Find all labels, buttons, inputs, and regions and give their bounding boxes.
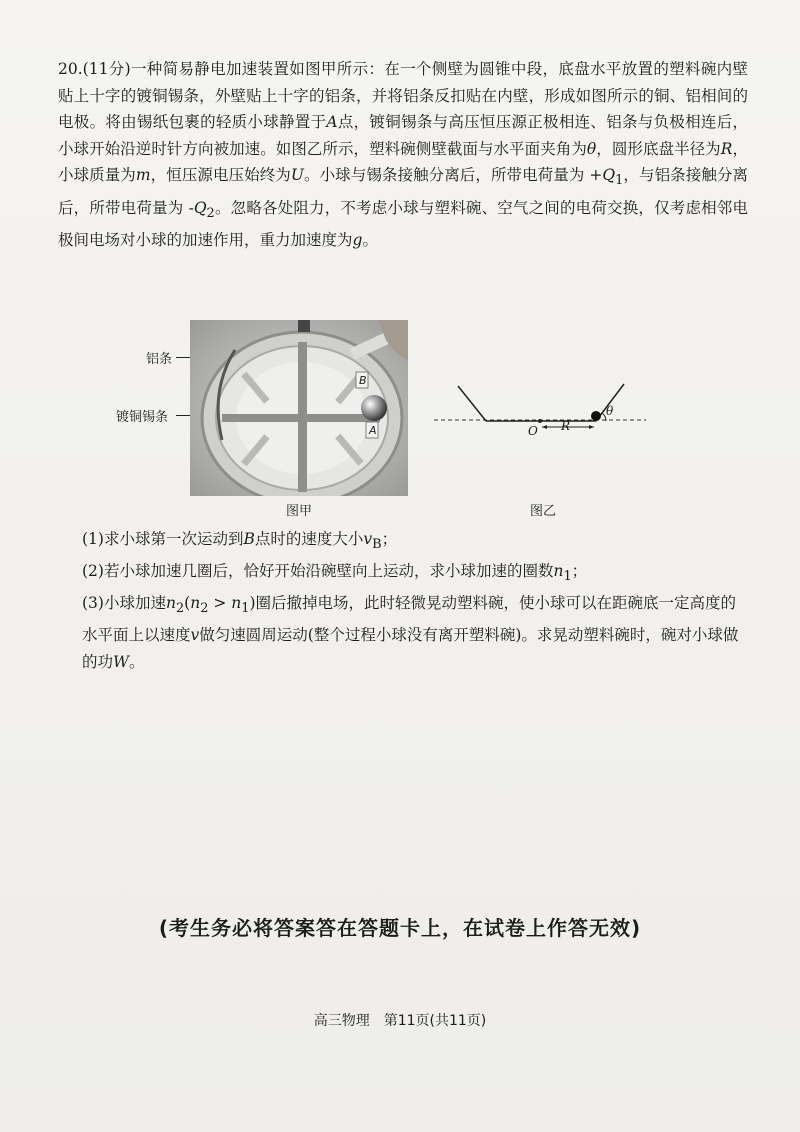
q3-symbol-n1-subscript: 1 <box>241 601 250 617</box>
q2-text-1: (2)若小球加速几圈后，恰好开始沿碗壁向上运动，求小球加速的圈数 <box>82 562 554 581</box>
problem-text-1: 一种简易静电加速装置如图甲所示：在一个侧壁为圆锥中段，底盘水平放置的塑料碗内壁贴上十字的镀铜锡条，外壁贴上十字的铝条，并将铝条反扣贴在内壁，形成如图所示的铜、铝相间的电极。将由锡纸包裹的轻质小球静置于 <box>58 60 748 131</box>
problem-text-8: 。忽略各处阻力，不考虑小球与塑料碗、空气之间的电荷交换，仅考虑相邻电极间电场对小球的加速作用，重力加速度为 <box>58 198 748 250</box>
q3-symbol-n1: n <box>231 594 242 613</box>
q1-point-B: B <box>243 530 255 548</box>
q2-symbol-n: n <box>553 562 564 581</box>
exam-notice: (考生务必将答案答在答题卡上，在试卷上作答无效) <box>158 916 642 940</box>
problem-number: 20. <box>58 60 83 78</box>
point-A: A <box>326 113 338 131</box>
q1-text-3: ； <box>381 530 398 548</box>
radius-arrow-head-right <box>589 425 594 429</box>
question-3 <box>82 590 746 676</box>
q2-symbol-n-subscript: 1 <box>563 569 572 585</box>
page-footer: 高三物理 第11页(共11页) <box>313 1013 487 1029</box>
symbol-Q1: Q <box>602 166 616 184</box>
problem-text-2: 点，镀铜锡条与高压恒压源正极相连、铝条与负极相连后，小球开始沿逆时针方向被加速。如图乙所示，塑料碗侧壁截面与水平面夹角为 <box>58 113 748 158</box>
q3-text-1: (3)小球加速 <box>82 594 166 613</box>
q1-text-1: (1)求小球第一次运动到 <box>82 530 244 548</box>
q2-text-2: ； <box>571 562 588 581</box>
bowl-wall-left <box>458 386 486 421</box>
label-aluminum-strip: 铝条 <box>146 352 173 367</box>
q3-symbol-v: v <box>190 626 200 645</box>
problem-text-5: ，恒压源电压始终为 <box>150 166 291 184</box>
q3-symbol-n2b-subscript: 2 <box>200 601 209 617</box>
q3-symbol-n2-subscript: 2 <box>175 601 185 617</box>
q3-text-3: 做匀速圆周运动(整个过程小球没有离开塑料碗)。求晃动塑料碗时，碗对小球做的功 <box>82 626 739 672</box>
center-point-O <box>538 419 542 423</box>
radius-arrow-head-left <box>542 425 547 429</box>
figure-1-photo <box>190 320 408 496</box>
questions <box>82 526 746 676</box>
photo-point-B: B <box>359 374 367 387</box>
figure-2-diagram <box>430 374 650 434</box>
symbol-Q2-subscript: 2 <box>206 205 215 221</box>
figures <box>0 318 800 518</box>
question-1 <box>82 526 746 558</box>
problem-text-7: ，与铝条接触分离后，所带电荷量为 - <box>58 166 748 217</box>
label-copper-strip: 镀铜锡条 <box>116 410 169 425</box>
problem-text-4: ，小球质量为 <box>58 139 748 184</box>
problem-text-3: ，圆形底盘半径为 <box>596 139 721 158</box>
q1-symbol-v: v <box>363 530 373 548</box>
problem-text-6: 。小球与锡条接触分离后，所带电荷量为 + <box>303 166 603 184</box>
symbol-g: g <box>352 231 363 250</box>
q3-symbol-n2b: n <box>190 594 201 613</box>
problem-20-statement <box>58 56 748 254</box>
symbol-theta: θ <box>586 139 597 158</box>
q1-text-2: 点时的速度大小 <box>254 530 364 548</box>
symbol-m: m <box>135 166 151 184</box>
caption-figure-2: 图乙 <box>530 504 557 519</box>
symbol-Q1-subscript: 1 <box>615 173 624 189</box>
q3-greater-than: > <box>208 594 232 613</box>
q3-open-paren: ( <box>184 594 191 613</box>
problem-points: (11分) <box>82 60 131 78</box>
q3-text-2: )圈后撤掉电场，此时轻微晃动塑料碗，使小球可以在距碗底一定高度的水平面上以速度 <box>82 594 737 645</box>
diagram-label-R: R <box>561 419 571 433</box>
q3-text-4: 。 <box>128 653 145 672</box>
diagram-label-O: O <box>528 424 538 438</box>
symbol-Q2: Q <box>193 198 207 217</box>
question-2 <box>82 558 746 590</box>
problem-text-9: 。 <box>362 231 378 250</box>
symbol-U: U <box>290 166 304 184</box>
q3-symbol-n2: n <box>165 594 176 613</box>
q3-symbol-W: W <box>113 653 129 672</box>
ball-marker <box>591 411 601 421</box>
caption-figure-1: 图甲 <box>286 504 313 519</box>
photo-point-A: A <box>369 424 377 437</box>
q1-symbol-v-subscript: B <box>372 537 382 553</box>
bowl-photo-illustration <box>190 320 408 496</box>
symbol-R: R <box>720 139 733 158</box>
diagram-label-theta: θ <box>606 404 614 418</box>
